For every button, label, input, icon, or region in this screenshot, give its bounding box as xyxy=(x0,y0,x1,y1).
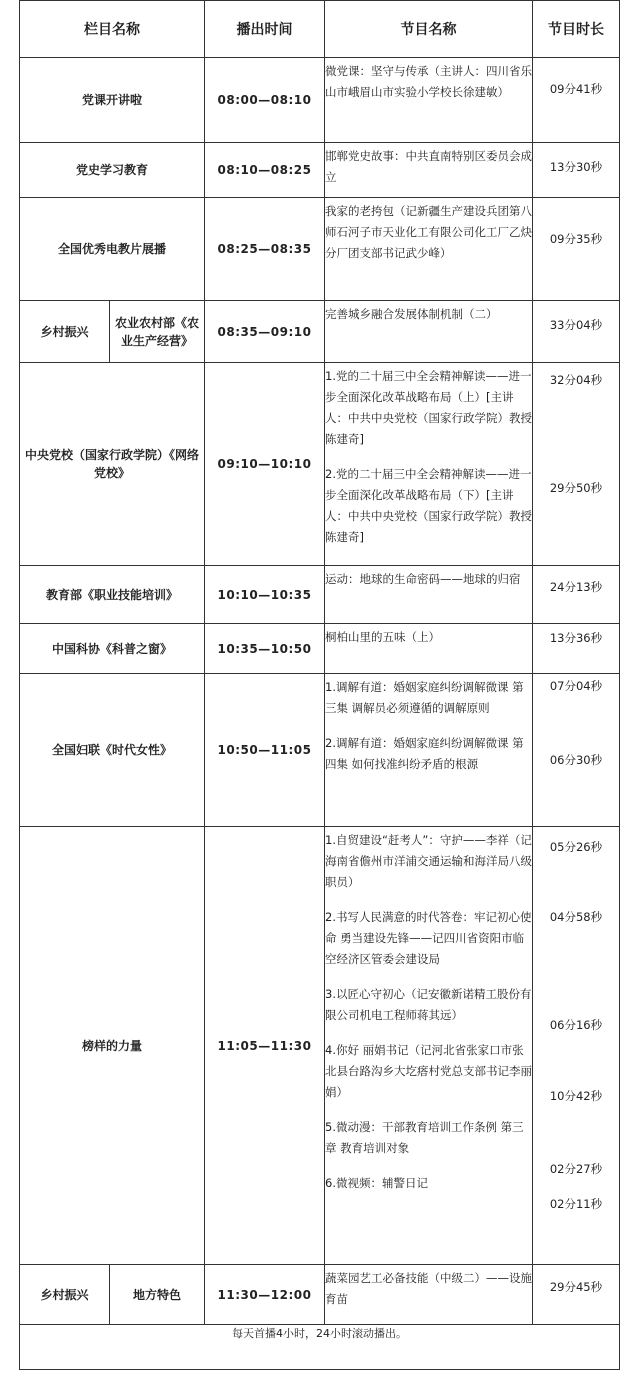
duration-cell xyxy=(533,827,620,1265)
footer-note: 每天首播4小时，24小时滚动播出。 xyxy=(20,1325,620,1370)
header-row xyxy=(20,1,620,58)
program-title: 微党课：坚守与传承（主讲人：四川省乐山市峨眉山市实验小学校长徐建敏） xyxy=(325,64,532,99)
air-time: 10:50—11:05 xyxy=(205,674,325,827)
air-time: 08:10—08:25 xyxy=(205,143,325,198)
column-name-main: 乡村振兴 xyxy=(20,1265,110,1325)
duration-value: 29分50秒 xyxy=(549,481,603,495)
program-title: 1.调解有道：婚姻家庭纠纷调解微课 第三集 调解员必须遵循的调解原则 xyxy=(325,680,524,715)
duration-value: 04分58秒 xyxy=(549,910,603,924)
duration-value: 07分04秒 xyxy=(549,679,603,693)
program-cell xyxy=(325,624,533,674)
program-cell xyxy=(325,674,533,827)
column-name: 全国妇联《时代女性》 xyxy=(20,674,205,827)
table-row xyxy=(20,58,620,143)
header-time: 播出时间 xyxy=(205,1,325,58)
footer-row xyxy=(20,1325,620,1370)
program-title: 完善城乡融合发展体制机制（二） xyxy=(325,307,498,321)
duration-value: 33分04秒 xyxy=(549,318,603,332)
duration-value: 06分30秒 xyxy=(549,753,603,767)
air-time: 11:05—11:30 xyxy=(205,827,325,1265)
table-row xyxy=(20,143,620,198)
program-cell xyxy=(325,301,533,363)
program-title: 邯郸党史故事：中共直南特别区委员会成立 xyxy=(325,149,532,184)
duration-value: 13分36秒 xyxy=(549,631,603,645)
table-row xyxy=(20,363,620,566)
duration-cell xyxy=(533,301,620,363)
column-name: 全国优秀电教片展播 xyxy=(20,198,205,301)
program-cell xyxy=(325,58,533,143)
air-time: 10:35—10:50 xyxy=(205,624,325,674)
program-title: 1.党的二十届三中全会精神解读——进一步全面深化改革战略布局（上）[主讲人：中共中央党校（国家行政学院）教授陈建奇] xyxy=(325,369,532,446)
duration-value: 06分16秒 xyxy=(549,1018,603,1032)
duration-value: 02分11秒 xyxy=(549,1197,603,1211)
program-title: 桐柏山里的五味（上） xyxy=(325,630,440,644)
duration-value: 09分41秒 xyxy=(549,82,603,96)
duration-cell xyxy=(533,363,620,566)
table-row xyxy=(20,674,620,827)
program-title: 6.微视频：辅警日记 xyxy=(325,1176,428,1190)
duration-value: 02分27秒 xyxy=(549,1162,603,1176)
air-time: 10:10—10:35 xyxy=(205,566,325,624)
header-duration: 节目时长 xyxy=(533,1,620,58)
column-name: 党史学习教育 xyxy=(20,143,205,198)
air-time: 08:25—08:35 xyxy=(205,198,325,301)
duration-cell xyxy=(533,1265,620,1325)
air-time: 08:00—08:10 xyxy=(205,58,325,143)
table-row xyxy=(20,301,620,363)
table-row xyxy=(20,566,620,624)
duration-value: 32分04秒 xyxy=(549,373,603,387)
program-cell xyxy=(325,827,533,1265)
column-name-sub: 地方特色 xyxy=(110,1265,205,1325)
column-name: 中国科协《科普之窗》 xyxy=(20,624,205,674)
duration-value: 09分35秒 xyxy=(549,232,603,246)
program-cell xyxy=(325,198,533,301)
program-title: 2.调解有道：婚姻家庭纠纷调解微课 第四集 如何找准纠纷矛盾的根源 xyxy=(325,736,524,771)
duration-cell xyxy=(533,198,620,301)
column-name: 榜样的力量 xyxy=(20,827,205,1265)
duration-value: 24分13秒 xyxy=(549,580,603,594)
program-cell xyxy=(325,1265,533,1325)
program-title: 2.党的二十届三中全会精神解读——进一步全面深化改革战略布局（下）[主讲人：中共中央党校（国家行政学院）教授陈建奇] xyxy=(325,467,532,544)
duration-value: 29分45秒 xyxy=(549,1280,603,1294)
duration-cell xyxy=(533,566,620,624)
program-title: 运动：地球的生命密码——地球的归宿 xyxy=(325,572,521,586)
column-name-main: 乡村振兴 xyxy=(20,301,110,363)
duration-value: 13分30秒 xyxy=(549,160,603,174)
program-title: 4.你好 丽娟书记（记河北省张家口市张北县台路沟乡大圪瘩村党总支部书记李丽娟） xyxy=(325,1043,532,1099)
duration-cell xyxy=(533,143,620,198)
program-title: 1.自贸建设“赶考人”：守护——李祥（记海南省儋州市洋浦交通运输和海洋局八级职员） xyxy=(325,833,532,889)
program-title: 我家的老挎包（记新疆生产建设兵团第八师石河子市天业化工有限公司化工厂乙炔分厂团支部书记武少峰） xyxy=(325,204,532,260)
column-name: 中央党校（国家行政学院）《网络党校》 xyxy=(20,363,205,566)
schedule-table xyxy=(19,0,620,1370)
header-program: 节目名称 xyxy=(325,1,533,58)
air-time: 08:35—09:10 xyxy=(205,301,325,363)
table-row xyxy=(20,827,620,1265)
column-name: 党课开讲啦 xyxy=(20,58,205,143)
program-cell xyxy=(325,566,533,624)
column-name-sub: 农业农村部《农业生产经营》 xyxy=(110,301,205,363)
table-row xyxy=(20,198,620,301)
header-column: 栏目名称 xyxy=(20,1,205,58)
program-title: 3.以匠心守初心（记安徽新诺精工股份有限公司机电工程师蒋其远） xyxy=(325,987,532,1022)
duration-value: 10分42秒 xyxy=(549,1089,603,1103)
program-title: 5.微动漫：干部教育培训工作条例 第三章 教育培训对象 xyxy=(325,1120,524,1155)
air-time: 09:10—10:10 xyxy=(205,363,325,566)
table-row xyxy=(20,1265,620,1325)
duration-value: 05分26秒 xyxy=(549,840,603,854)
column-name: 教育部《职业技能培训》 xyxy=(20,566,205,624)
duration-cell xyxy=(533,58,620,143)
program-cell xyxy=(325,363,533,566)
program-title: 蔬菜园艺工必备技能（中级二）——设施育苗 xyxy=(325,1271,532,1306)
program-cell xyxy=(325,143,533,198)
table-row xyxy=(20,624,620,674)
air-time: 11:30—12:00 xyxy=(205,1265,325,1325)
program-title: 2.书写人民满意的时代答卷：牢记初心使命 勇当建设先锋——记四川省资阳市临空经济区管委会建设局 xyxy=(325,910,532,966)
duration-cell xyxy=(533,624,620,674)
duration-cell xyxy=(533,674,620,827)
